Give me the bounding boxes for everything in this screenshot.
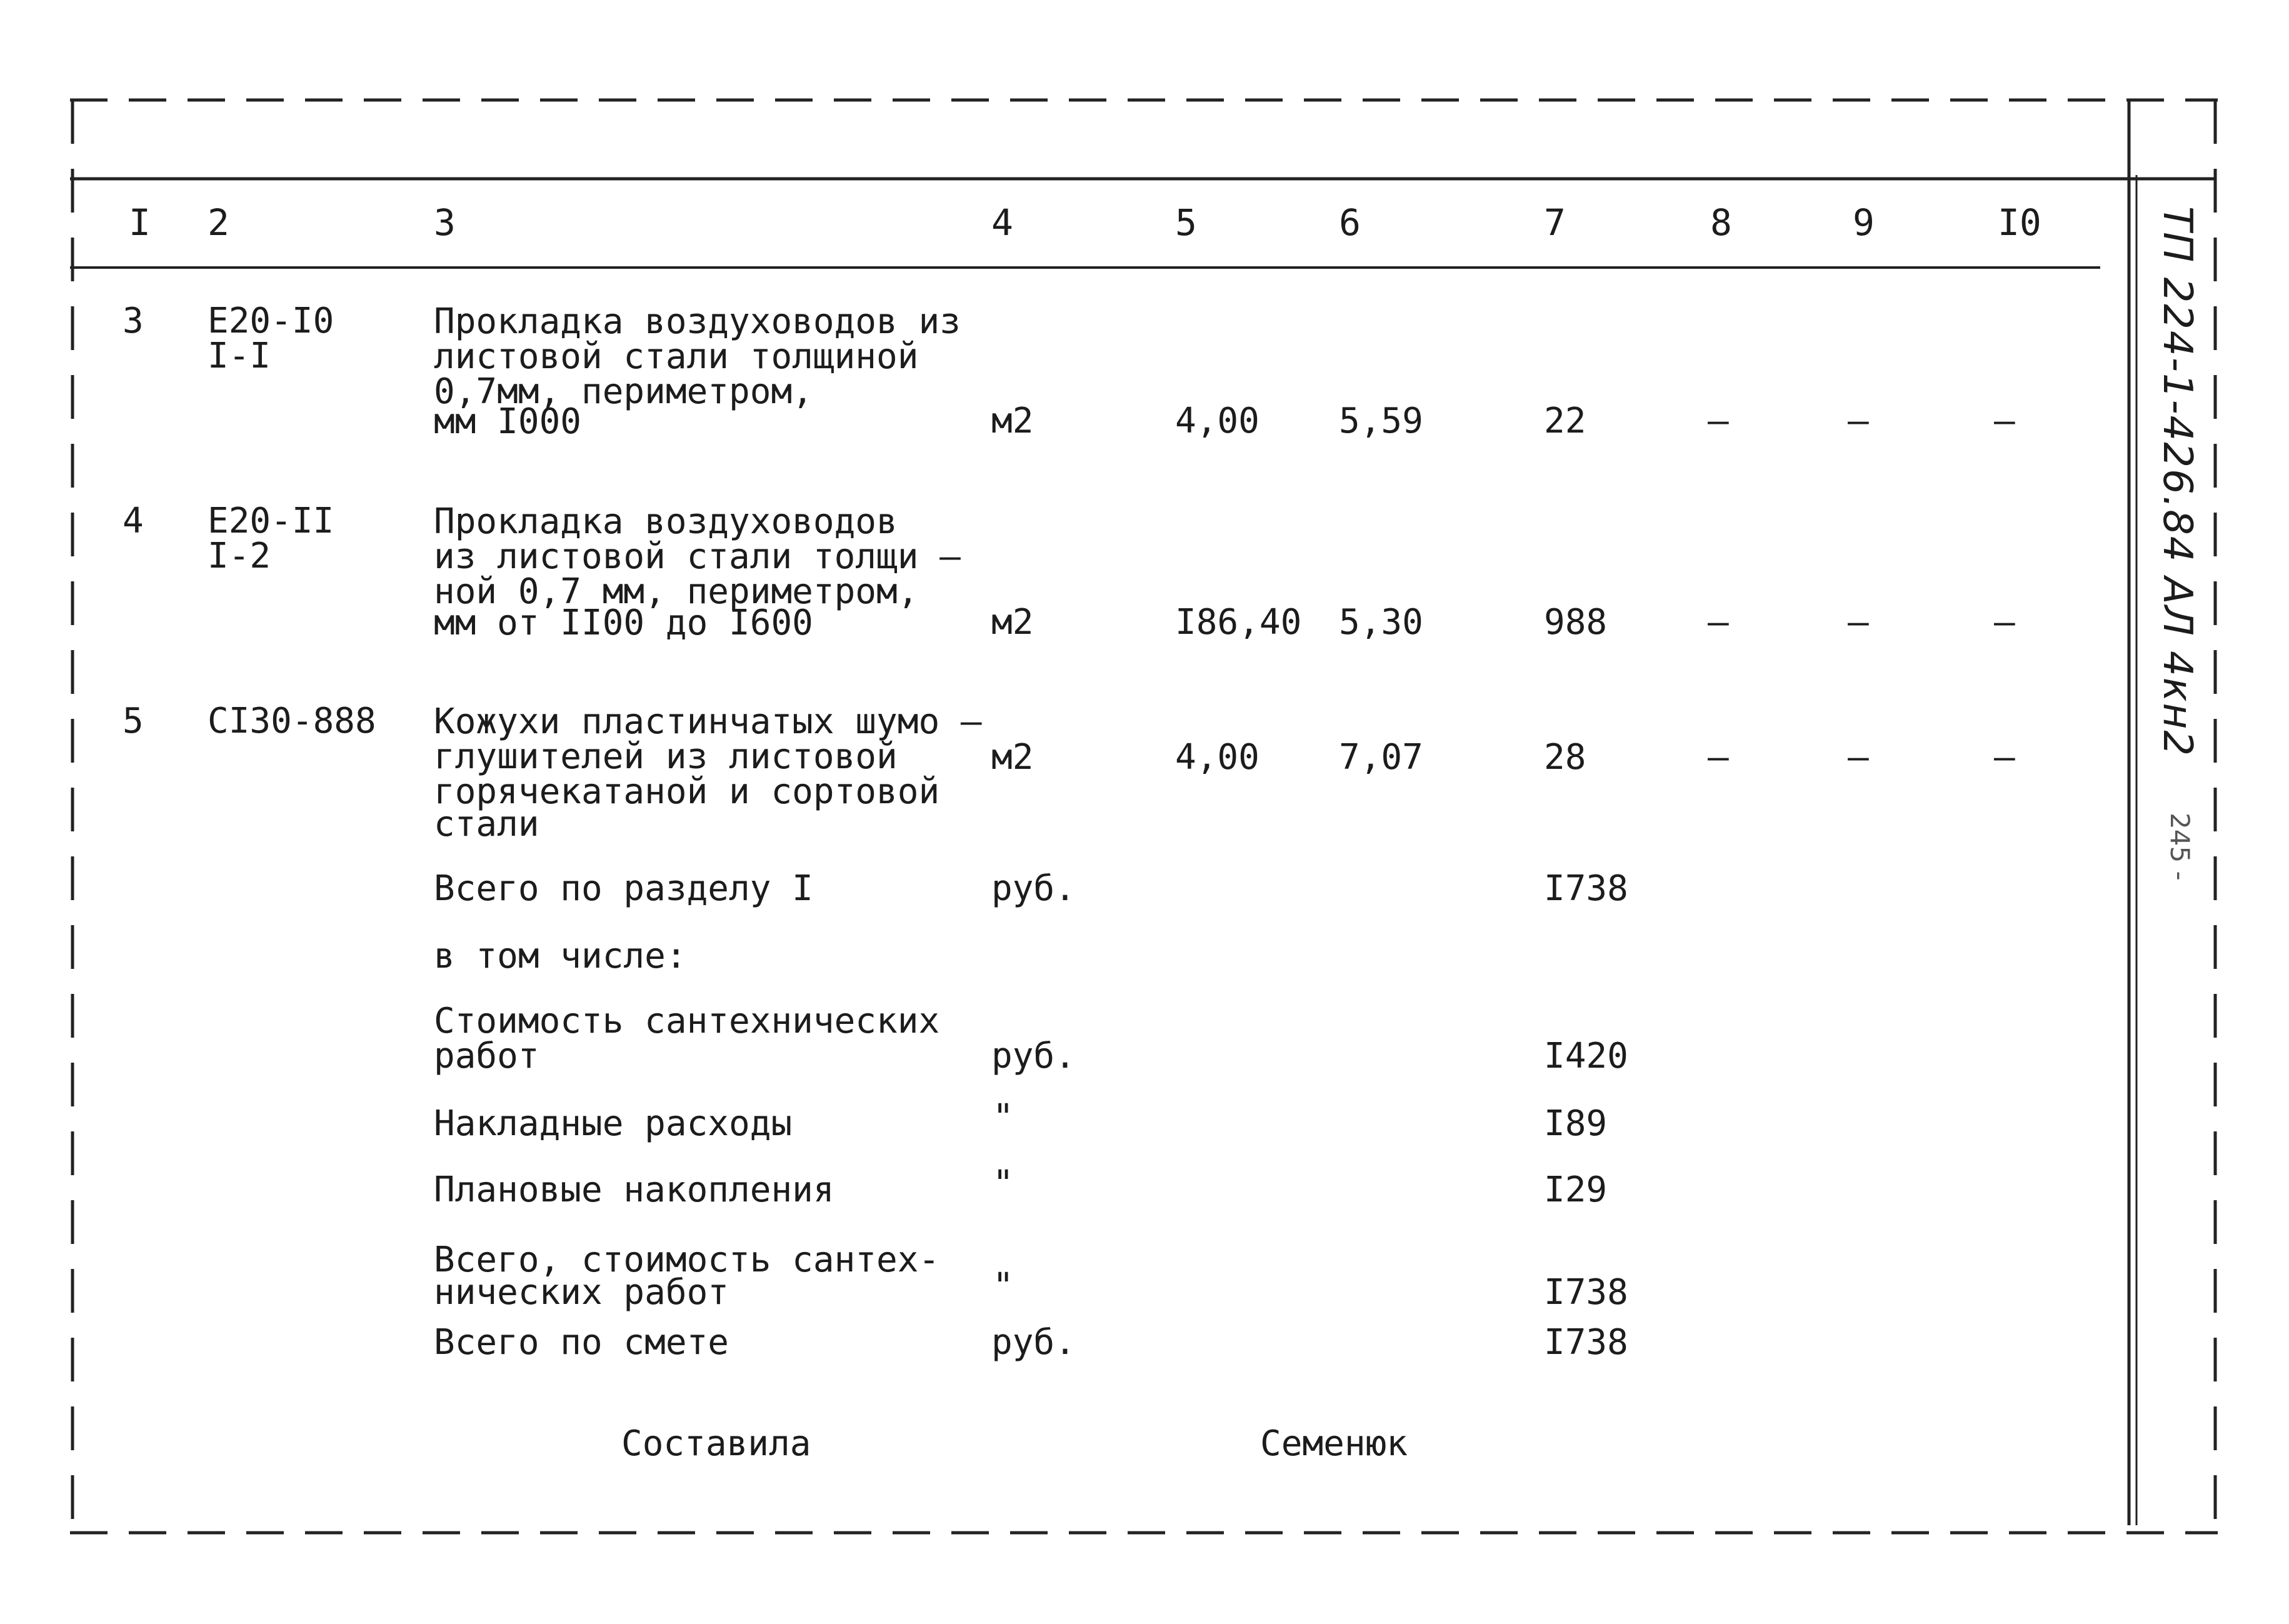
row-number: 3 (123, 301, 144, 341)
summary-value: I89 (1544, 1103, 1608, 1144)
row-description: Кожухи пластинчатых шумо – (434, 701, 982, 742)
row-col-8: – (1708, 737, 1729, 778)
summary-label: работ (434, 1036, 539, 1076)
compiled-by-label: Составила (621, 1423, 811, 1464)
row-col-9: – (1848, 401, 1869, 441)
summary-value: I420 (1544, 1036, 1628, 1076)
row-description: Прокладка воздуховодов (434, 501, 898, 542)
row-description: Прокладка воздуховодов из (434, 301, 961, 342)
summary-unit: " (993, 1097, 1014, 1138)
row-number: 5 (123, 701, 144, 741)
row-col-9: – (1848, 602, 1869, 643)
summary-unit: " (993, 1163, 1014, 1204)
header-col-2: 2 (208, 201, 229, 244)
summary-label: Стоимость сантехнических (434, 1001, 940, 1041)
summary-label: в том числе: (434, 936, 687, 976)
summary-label: Всего по разделу I (434, 868, 813, 909)
row-col-10: – (1994, 602, 2015, 643)
row-code: CI30-888 (208, 701, 376, 741)
row-col-8: – (1708, 401, 1729, 441)
summary-value: I29 (1544, 1170, 1608, 1210)
summary-label: Накладные расходы (434, 1103, 793, 1144)
row-description: глушителей из листовой (434, 736, 898, 777)
summary-value: I738 (1544, 1322, 1628, 1363)
summary-label: Плановые накопления (434, 1170, 834, 1210)
summary-value: I738 (1544, 868, 1628, 909)
header-col-1: I (129, 201, 151, 244)
row-quantity: 4,00 (1175, 737, 1260, 778)
row-number: 4 (123, 501, 144, 541)
row-description: листовой стали толщиной (434, 336, 919, 377)
row-col-10: – (1994, 737, 2015, 778)
summary-label: Всего по смете (434, 1322, 729, 1363)
header-col-8: 8 (1710, 201, 1732, 244)
row-description: горячекатаной и сортовой (434, 771, 940, 812)
header-col-7: 7 (1544, 201, 1566, 244)
row-code: I-I (208, 336, 271, 376)
row-unit-price: 5,30 (1339, 602, 1423, 643)
row-description: мм I000 (434, 401, 582, 442)
row-description: 0,7мм, периметром, (434, 371, 813, 412)
row-total: 22 (1544, 401, 1586, 441)
summary-value: I738 (1544, 1272, 1628, 1313)
summary-unit: " (993, 1266, 1014, 1306)
row-description: стали (434, 804, 539, 845)
header-col-9: 9 (1853, 201, 1875, 244)
header-col-3: 3 (434, 201, 456, 244)
row-unit: м2 (991, 737, 1034, 778)
row-code: E20-II (208, 501, 334, 541)
header-col-5: 5 (1175, 201, 1197, 244)
summary-unit: руб. (991, 868, 1076, 909)
header-col-6: 6 (1339, 201, 1361, 244)
row-description: из листовой стали толщи – (434, 536, 961, 577)
row-col-8: – (1708, 602, 1729, 643)
row-total: 988 (1544, 602, 1608, 643)
row-unit-price: 7,07 (1339, 737, 1423, 778)
row-unit: м2 (991, 401, 1034, 441)
row-unit: м2 (991, 602, 1034, 643)
row-col-9: – (1848, 737, 1869, 778)
page-number: 245 - (2165, 813, 2195, 881)
document-code-stamp: ТП 224-1-426.84 АЛ 4кн2 (2154, 206, 2200, 758)
row-description: ной 0,7 мм, периметром, (434, 571, 919, 612)
row-total: 28 (1544, 737, 1586, 778)
summary-unit: руб. (991, 1322, 1076, 1363)
row-description: мм от II00 до I600 (434, 603, 813, 643)
row-unit-price: 5,59 (1339, 401, 1423, 441)
row-quantity: 4,00 (1175, 401, 1260, 441)
summary-label: Всего, стоимость сантех- (434, 1240, 940, 1280)
row-code: E20-I0 (208, 301, 334, 341)
header-col-4: 4 (991, 201, 1013, 244)
summary-label: нических работ (434, 1272, 729, 1313)
row-quantity: I86,40 (1175, 602, 1302, 643)
row-code: I-2 (208, 536, 271, 576)
row-col-10: – (1994, 401, 2015, 441)
header-col-10: I0 (1998, 201, 2041, 244)
summary-unit: руб. (991, 1036, 1076, 1076)
compiled-by-name: Семенюк (1260, 1423, 1408, 1464)
